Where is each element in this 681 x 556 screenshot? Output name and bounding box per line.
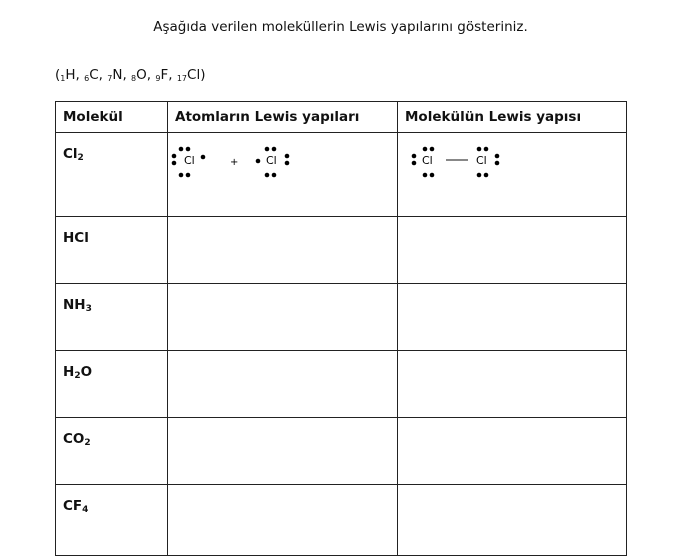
molecule-cell — [56, 217, 168, 284]
cl-atom-right — [256, 147, 290, 178]
table-row — [56, 217, 627, 284]
molecule-formula: $CF_4$ — [63, 498, 89, 515]
molecule-lewis-cell[interactable] — [398, 284, 627, 351]
separator: , — [146, 67, 156, 83]
header-molecule: Molekül — [56, 102, 168, 133]
element-symbol: Cl — [187, 67, 201, 83]
atomic-number: 8 — [131, 74, 137, 83]
cl-symbol-right: Cl — [266, 154, 277, 167]
table-row — [56, 485, 627, 556]
paren-open: ( — [55, 67, 61, 83]
plus-sign: + — [230, 157, 239, 168]
molecule-lewis-cell[interactable] — [398, 217, 627, 284]
paren-close: ) — [200, 67, 206, 83]
header-molecule-lewis: Molekülün Lewis yapısı — [398, 102, 627, 133]
element-symbol: C — [89, 67, 99, 83]
table-row — [56, 284, 627, 351]
molecule-lewis-cell[interactable] — [398, 133, 627, 217]
molecule-lewis-cell[interactable] — [398, 485, 627, 556]
atom-lewis-cell[interactable] — [168, 485, 398, 556]
cl2-left-atom — [412, 147, 435, 178]
table-header-row — [56, 102, 627, 133]
table-row — [56, 418, 627, 485]
molecule-formula: $H_2O$ — [63, 364, 93, 381]
atomic-number: 7 — [107, 74, 113, 83]
molecule-formula: $CO_2$ — [63, 431, 91, 448]
molecule-formula: HCl — [63, 230, 89, 246]
cl2-symbol-left: Cl — [422, 154, 433, 167]
separator: , — [122, 67, 132, 83]
lewis-table — [55, 101, 627, 556]
atom-lewis-cell[interactable] — [168, 284, 398, 351]
header-atom-lewis: Atomların Lewis yapıları — [168, 102, 398, 133]
molecule-lewis-cell[interactable] — [398, 418, 627, 485]
cl2-molecule-lewis-drawing — [398, 133, 627, 203]
cl2-symbol-right: Cl — [476, 154, 487, 167]
atomic-number: 17 — [176, 74, 188, 83]
atomic-number: 9 — [155, 74, 161, 83]
atom-lewis-cell[interactable] — [168, 351, 398, 418]
molecule-formula: $Cl_2$ — [63, 146, 84, 163]
atomic-numbers-line — [55, 67, 205, 83]
molecule-cell — [56, 133, 168, 217]
element-symbol: F — [160, 67, 169, 83]
atomic-number: 6 — [84, 74, 90, 83]
element-symbol: O — [136, 67, 147, 83]
molecule-cell — [56, 418, 168, 485]
separator: , — [168, 67, 177, 83]
element-symbol: N — [112, 67, 123, 83]
atom-lewis-cell[interactable] — [168, 418, 398, 485]
table-row — [56, 133, 627, 217]
atom-lewis-cell[interactable] — [168, 217, 398, 284]
atomic-number: 1 — [60, 74, 66, 83]
atom-lewis-cell[interactable] — [168, 133, 398, 217]
cl-atom-left — [172, 147, 206, 178]
separator: , — [75, 67, 85, 83]
atom-list — [60, 67, 200, 83]
cl-symbol-left: Cl — [184, 154, 195, 167]
cl-atoms-lewis-drawing — [168, 133, 398, 203]
molecule-cell — [56, 284, 168, 351]
molecule-cell — [56, 351, 168, 418]
instruction-text: Aşağıda verilen moleküllerin Lewis yapılarını gösteriniz. — [153, 19, 528, 35]
molecule-formula: $NH_3$ — [63, 297, 92, 314]
cl2-right-atom — [476, 147, 499, 178]
molecule-cell — [56, 485, 168, 556]
molecule-lewis-cell[interactable] — [398, 351, 627, 418]
element-symbol: H — [65, 67, 76, 83]
separator: , — [98, 67, 108, 83]
table-row — [56, 351, 627, 418]
